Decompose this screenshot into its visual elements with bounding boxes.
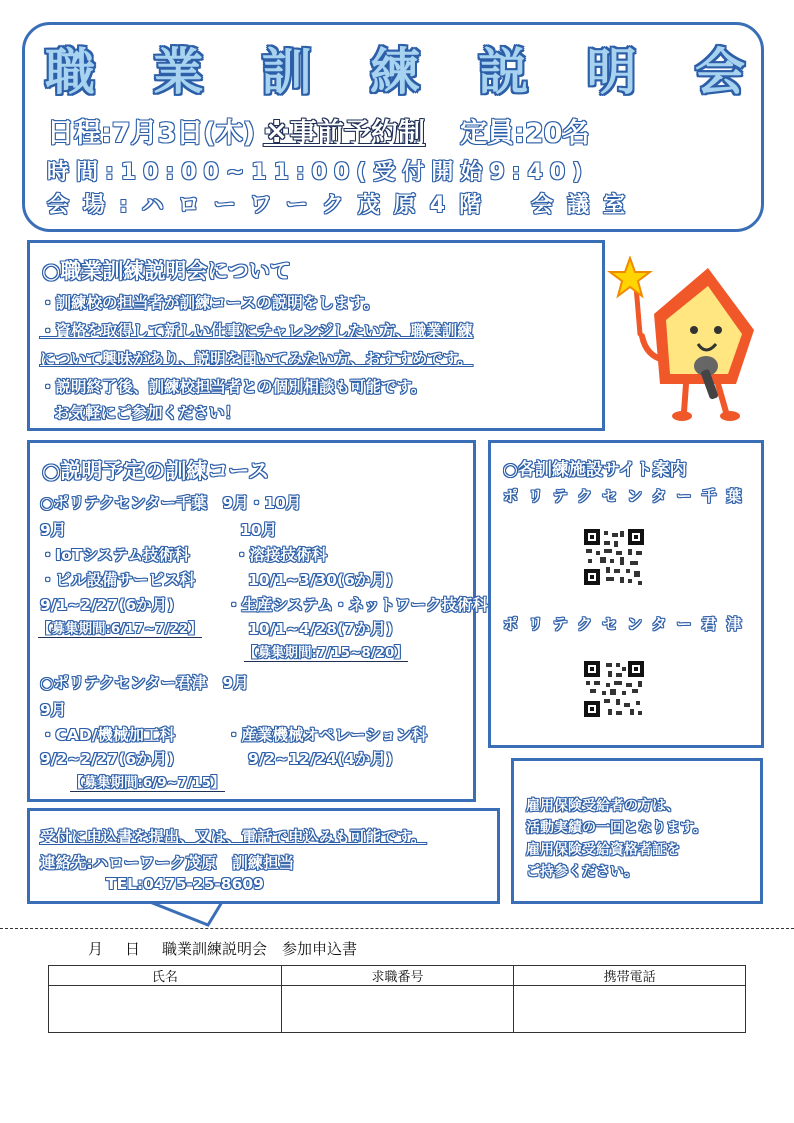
course-production: ・生産システム・ネットワーク技術科 [226,596,488,614]
course-building: ・ビル設備サービス科 [40,571,196,589]
site-name-kimitsu: ポリテクセンター君津 [503,615,752,633]
job-number-field[interactable] [281,986,514,1033]
contact-phone[interactable]: TEL:0475-25-8609 [106,875,264,893]
title-char: 明 [586,43,637,101]
chiba-heading: ○ポリテクセンター千葉 9月・10月 [40,494,302,512]
time-line: 時間:10:00~11:00(受付開始9:40) [47,160,590,185]
star-wand-icon [610,258,650,334]
sites-heading: ○各訓練施設サイト案内 [503,460,687,480]
qr-code-icon[interactable] [584,661,644,717]
name-field[interactable] [49,986,282,1033]
cad-period: 9/2~2/27(6か月) [40,750,175,768]
note-line: 雇用保険受給資格者証を [526,842,680,858]
note-line: ご持参ください。 [526,864,638,880]
insurance-note [511,758,763,904]
reservation-note: ※事前予約制 [263,118,425,149]
note-line: 雇用保険受給者の方は、 [526,798,680,814]
header-panel [22,22,764,232]
about-line: ・説明終了後、訓練校担当者との個別相談も可能です。 [40,378,427,396]
production-period: 10/1~4/28(7か月) [248,620,393,638]
note-line: 活動実績の一回となります。 [526,820,707,836]
month-label: 月 [88,940,104,958]
sep-period: 9/1~2/27(6か月) [40,596,175,614]
qr-code-icon[interactable] [584,529,644,585]
welding-period: 10/1~3/30(6か月) [248,571,393,589]
chiba-oct-label: 10月 [240,521,278,539]
title-char: 説 [478,43,529,101]
form-title-text: 職業訓練説明会 参加申込書 [162,940,358,958]
contact-line: 受付に申込書を提出、又は、電話で申込みも可能です。 [40,828,427,846]
schedule-date: 日程:7月3日(木) [47,118,256,149]
speech-bubble-tail [150,901,230,927]
chiba-sep-label: 9月 [40,521,67,539]
kimitsu-sep-label: 9月 [40,701,67,719]
contact-bubble [27,808,500,904]
column-job-number: 求職番号 [281,966,514,986]
title-char: 業 [153,43,204,101]
about-section [27,240,605,431]
site-name-chiba: ポリテクセンター千葉 [503,487,752,505]
title-char: 職 [45,43,95,101]
application-form-table [48,965,746,1033]
application-form-title [88,938,357,959]
kimitsu-recruit-period: 【募集期間:6/9~7/15】 [70,771,225,792]
about-line: について興味があり、説明を聞いてみたい方、おすすめです。 [40,350,473,368]
industrial-period: 9/2~12/24(4か月) [248,750,393,768]
course-welding: ・溶接技術科 [234,546,328,564]
courses-section [27,440,488,802]
day-label: 日 [125,940,141,958]
courses-heading: ○説明予定の訓練コース [42,459,270,483]
title-char: 練 [369,43,420,101]
about-line: ・資格を取得して新しい仕事にチャレンジしたい方、職業訓練 [40,322,473,340]
sites-section [488,440,764,748]
mobile-phone-field[interactable] [514,986,746,1033]
kimitsu-heading: ○ポリテクセンター君津 9月 [40,674,249,692]
event-title [45,43,745,101]
course-industrial: ・産業機械オペレーション科 [226,726,427,744]
sep-recruit-period: 【募集期間:6/17~7/22】 [38,617,202,638]
course-cad: ・CAD/機械加工科 [40,726,175,744]
column-mobile-phone: 携帯電話 [514,966,746,986]
capacity: 定員:20名 [460,118,590,149]
title-char: 訓 [261,43,312,101]
about-line: お気軽にご参加ください！ [54,404,241,422]
title-char: 会 [694,43,745,101]
contact-line: 連絡先:ハローワーク茂原 訓練担当 [40,854,295,872]
course-iot: ・IoTシステム技術科 [40,546,190,564]
cut-line [0,928,794,929]
column-name: 氏名 [49,966,282,986]
venue-line: 会場:ハローワーク茂原4階 会議室 [47,193,640,218]
mascot-illustration [606,256,766,436]
about-line: ・訓練校の担当者が訓練コースの説明をします。 [40,294,379,312]
about-heading: ○職業訓練説明会について [42,259,291,283]
schedule-line [47,117,589,151]
oct-recruit-period: 【募集期間:7/15~8/20】 [244,641,408,662]
